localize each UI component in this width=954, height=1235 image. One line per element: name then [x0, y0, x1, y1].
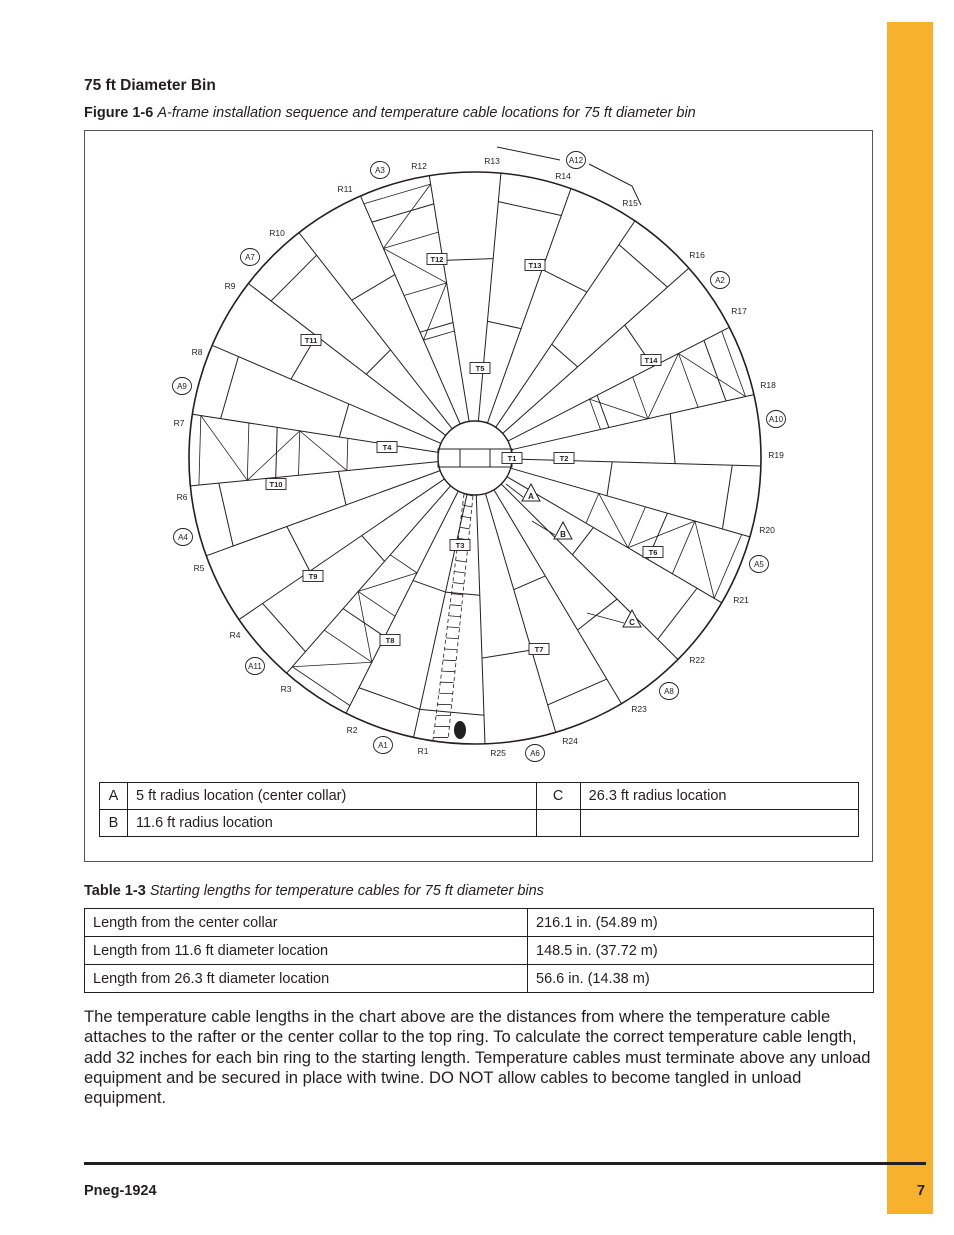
rafter-label: R8	[191, 347, 203, 357]
cable-tag-label: T6	[648, 548, 658, 557]
cable-tag-label: T8	[385, 636, 395, 645]
purlin-line	[443, 259, 493, 261]
rafter-line	[494, 490, 621, 704]
rafter-line	[361, 196, 461, 424]
truss-brace	[423, 283, 446, 340]
rafter-line	[503, 268, 689, 433]
aframe-label: A9	[177, 382, 187, 391]
aframe-label: A12	[568, 156, 584, 165]
purlin-line	[552, 344, 578, 367]
purlin-line	[704, 340, 726, 401]
key-letter: B	[100, 810, 128, 837]
rafter-label: R7	[173, 418, 185, 428]
rafter-line	[346, 491, 458, 713]
manway-dot	[454, 721, 466, 739]
aframe-label: A5	[754, 560, 764, 569]
truss-chord	[347, 438, 348, 470]
page-edge-tab	[887, 22, 933, 1214]
key-description: 11.6 ft radius location	[128, 810, 537, 837]
ladder-rung	[446, 638, 459, 639]
purlin-line	[670, 414, 675, 464]
table-caption-text: Starting lengths for temperature cables for 75 ft diameter bins	[149, 883, 544, 899]
radius-marker-label: A	[528, 492, 534, 501]
rafter-line	[429, 176, 469, 422]
rafter-label: R2	[346, 725, 358, 735]
rafter-label: R17	[731, 306, 747, 316]
footer-rule	[84, 1162, 926, 1165]
purlin-line	[658, 588, 697, 639]
cable-tag-label: T4	[382, 443, 392, 452]
key-description	[580, 810, 858, 837]
aframe-label: A1	[378, 741, 388, 750]
rafter-label: R9	[224, 281, 236, 291]
rafter-label: R24	[562, 736, 578, 746]
aframe-label: A4	[178, 533, 188, 542]
truss-chord	[299, 431, 300, 475]
cable-tag-label: T11	[304, 336, 318, 345]
starting-lengths-table	[84, 908, 874, 993]
truss-brace	[292, 662, 372, 667]
cable-tag-label: T2	[559, 454, 569, 463]
purlin-line	[413, 581, 445, 593]
purlin-line	[339, 404, 348, 437]
purlin-line	[482, 650, 532, 658]
cable-tag-label: T3	[455, 541, 465, 550]
radius-key-table	[99, 782, 859, 837]
rafter-label: R18	[760, 380, 776, 390]
purlin-line	[359, 688, 420, 710]
length-label: Length from 11.6 ft diameter location	[85, 937, 528, 965]
key-letter	[536, 810, 580, 837]
rafter-line	[511, 395, 754, 450]
key-description: 5 ft radius location (center collar)	[128, 783, 537, 810]
document-number: Pneg-1924	[84, 1183, 157, 1199]
page-number: 7	[917, 1183, 926, 1199]
truss-chord	[324, 630, 372, 662]
truss-chord	[404, 283, 447, 296]
rafter-line	[475, 173, 501, 421]
rafter-line	[190, 462, 438, 486]
truss-chord	[633, 377, 648, 419]
length-value: 148.5 in. (37.72 m)	[528, 937, 874, 965]
rafter-label: R13	[484, 156, 500, 166]
truss-chord	[247, 423, 249, 480]
purlin-line	[578, 599, 618, 630]
purlin-line	[221, 357, 239, 419]
key-letter: A	[100, 783, 128, 810]
rafter-label: R10	[269, 228, 285, 238]
purlin-line	[420, 709, 484, 715]
purlin-line	[722, 465, 732, 529]
truss-brace	[201, 416, 247, 481]
purlin-line	[487, 321, 521, 328]
purlin-line	[572, 527, 593, 554]
truss-chord	[423, 331, 454, 340]
cable-tag-label: T1	[507, 454, 517, 463]
table-row	[85, 909, 874, 937]
purlin-line	[607, 462, 612, 496]
section-title: 75 ft Diameter Bin	[84, 77, 216, 94]
figure-label: Figure 1-6	[84, 105, 154, 121]
purlin-line	[352, 275, 395, 301]
center-collar	[438, 421, 512, 495]
rafter-label: R25	[490, 748, 506, 758]
purlin-line	[366, 350, 390, 374]
ladder-rung	[443, 660, 456, 661]
purlin-line	[219, 483, 233, 546]
aframe-label: A11	[248, 662, 262, 671]
truss-chord	[358, 591, 395, 616]
aframe-label: A3	[375, 166, 385, 175]
rafter-label: R15	[622, 198, 638, 208]
radius-leader	[532, 521, 555, 535]
truss-chord	[678, 353, 698, 407]
rafter-line	[501, 484, 678, 659]
aframe-label: A8	[664, 687, 674, 696]
truss-chord	[589, 399, 600, 429]
ladder-rung	[447, 627, 459, 628]
aframe-label: A2	[715, 276, 725, 285]
radius-leader	[506, 484, 523, 497]
table-row	[100, 783, 859, 810]
truss-brace	[247, 431, 299, 480]
ladder-rung	[453, 583, 464, 584]
figure-caption	[84, 105, 696, 121]
table-label: Table 1-3	[84, 883, 146, 899]
rafter-line	[511, 468, 750, 537]
rafter-label: R1	[417, 746, 429, 756]
radius-marker-label: C	[629, 618, 635, 627]
table-row	[85, 965, 874, 993]
ladder-rung	[461, 516, 471, 518]
cable-tag-label: T9	[308, 572, 318, 581]
rafter-line	[212, 345, 441, 443]
cable-tag-label: T14	[644, 356, 658, 365]
rafter-line	[239, 479, 444, 620]
cable-tag-label: T10	[269, 480, 283, 489]
rafter-line	[508, 327, 729, 441]
rafter-line	[507, 477, 722, 603]
ladder-rung	[442, 671, 455, 672]
length-label: Length from 26.3 ft diameter location	[85, 965, 528, 993]
purlin-line	[372, 204, 434, 222]
rafter-line	[192, 414, 438, 452]
ladder-rail	[448, 496, 473, 740]
key-description: 26.3 ft radius location	[580, 783, 858, 810]
purlin-line	[420, 322, 453, 332]
purlin-line	[263, 603, 306, 651]
rafter-label: R16	[689, 250, 705, 260]
bin-outline	[189, 172, 761, 744]
bin-rafter-diagram	[85, 131, 873, 771]
rafter-label: R19	[768, 450, 784, 460]
purlin-line	[597, 395, 609, 427]
cable-tag-label: T5	[475, 364, 485, 373]
truss-brace	[358, 573, 417, 592]
aframe-label: A7	[245, 253, 255, 262]
rafter-line	[206, 471, 440, 556]
table-caption	[84, 883, 544, 899]
rafter-line	[248, 283, 445, 435]
table-row	[85, 937, 874, 965]
rafter-label: R3	[280, 684, 292, 694]
length-value: 56.6 in. (14.38 m)	[528, 965, 874, 993]
purlin-line	[271, 255, 316, 301]
purlin-line	[619, 245, 668, 287]
ladder-rung	[450, 605, 462, 606]
roof-ladder	[433, 494, 473, 740]
truss-chord	[390, 555, 417, 573]
truss-chord	[383, 232, 438, 248]
rafter-line	[476, 495, 485, 744]
purlin-line	[498, 202, 561, 216]
purlin-line	[542, 269, 587, 292]
truss-chord	[714, 534, 741, 598]
ladder-rung	[444, 649, 457, 650]
length-value: 216.1 in. (54.89 m)	[528, 909, 874, 937]
truss-brace	[589, 399, 647, 419]
truss-brace	[695, 521, 714, 598]
table-row	[100, 810, 859, 837]
purlin-line	[548, 679, 607, 705]
truss-chord	[364, 184, 431, 204]
rafter-label: R22	[689, 655, 705, 665]
ladder-rung	[460, 527, 470, 529]
ladder-rung	[456, 560, 467, 561]
figure-caption-text: A-frame installation sequence and temperature cable locations for 75 ft diameter bin	[157, 105, 696, 121]
cable-tag-label: T7	[534, 645, 544, 654]
cable-tag-label: T12	[430, 255, 444, 264]
truss-chord	[586, 493, 599, 523]
rafter-line	[487, 189, 571, 424]
rafter-label: R23	[631, 704, 647, 714]
rafter-label: R5	[193, 563, 205, 573]
ladder-rung	[454, 571, 465, 572]
truss-brace	[678, 353, 745, 396]
rafter-label: R11	[337, 184, 353, 194]
body-paragraph: The temperature cable lengths in the chart above are the distances from where the temperature cable attaches to the rafter or the center collar to the top ring. To calculate the correct temperature cable length, add 32 inches for each bin ring to the starting length. Temperature cables must terminate above any unload equipment and be secured in place with twine. DO NOT allow cables to become tangled in unload equipment.	[84, 1007, 871, 1108]
truss-chord	[722, 331, 746, 396]
purlin-line	[362, 536, 385, 562]
purlin-line	[514, 576, 546, 590]
rafter-label: R21	[733, 595, 749, 605]
aframe-label: A10	[768, 415, 784, 424]
aframe-label: A6	[530, 749, 540, 758]
rafter-line	[512, 459, 761, 466]
cable-tag-label: T13	[528, 261, 542, 270]
purlin-line	[338, 471, 346, 505]
rafter-label: R4	[229, 630, 241, 640]
rafter-label: R6	[176, 492, 188, 502]
rafter-line	[496, 221, 635, 427]
radius-marker-label: B	[560, 530, 566, 539]
rafter-label: R12	[411, 161, 427, 171]
rafter-label: R20	[759, 525, 775, 535]
key-letter: C	[536, 783, 580, 810]
purlin-line	[287, 526, 310, 571]
truss-chord	[199, 416, 201, 486]
rafter-label: R14	[555, 171, 571, 181]
ladder-rung	[449, 616, 461, 617]
length-label: Length from the center collar	[85, 909, 528, 937]
